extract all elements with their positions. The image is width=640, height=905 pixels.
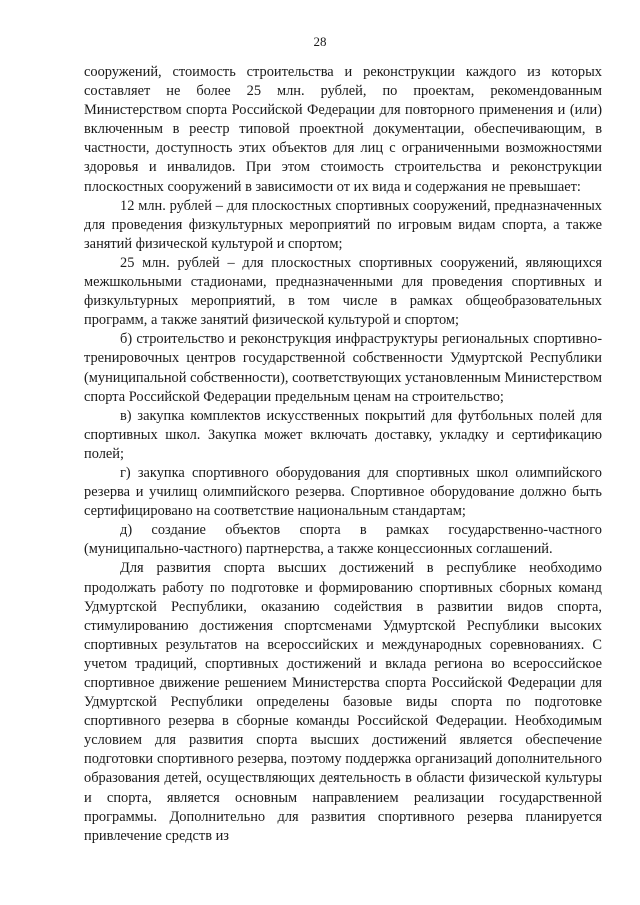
- paragraph-item-d: д) создание объектов спорта в рамках государственно-частного (муниципально-частного) партнерства, а также концессионных соглашений.: [84, 522, 602, 558]
- paragraph-item-b: б) строительство и реконструкция инфраструктуры региональных спортивно-тренировочных центров государственной собственности Удмуртской Республики (муниципальной собственности), соответствующих установленным Министерством спорта Российской Федерации предельным ценам на строительство;: [84, 331, 602, 405]
- page-number: 28: [313, 34, 327, 49]
- paragraph-item-g: г) закупка спортивного оборудования для спортивных школ олимпийского резерва и училищ олимпийского резерва. Спортивное оборудование должно быть сертифицировано на соответствие национальным стандартам;: [84, 464, 602, 520]
- document-body: [84, 63, 602, 846]
- paragraph-item-v: в) закупка комплектов искусственных покрытий для футбольных полей для спортивных школ. Закупка может включать доставку, укладку и сертификацию полей;: [84, 407, 602, 462]
- paragraph-high-performance-sport: Для развития спорта высших достижений в республике необходимо продолжать работу по подготовке и формированию спортивных сборных команд Удмуртской Республики, оказанию содействия в развитии видов спорта, стимулированию достижения спортсменами Удмуртской Республики высоких спортивных результатов на всероссийских и международных соревнованиях. С учетом традиций, спортивных достижений и вклада региона во всероссийское спортивное движение решением Министерства спорта Российской Федерации для Удмуртской Республики определены базовые виды спорта по подготовке спортивного резерва в сборные команды Российской Федерации. Необходимым условием для развития спорта высших достижений является обеспечение подготовки спортивного резерва, поэтому поддержка организаций дополнительного образования детей, осуществляющих деятельность в области физической культуры и спорта, является основным направлением реализации государственной программы. Дополнительно для развития спортивного резерва планируется привлечение средств из: [84, 560, 602, 844]
- paragraph-intro-continuation: сооружений, стоимость строительства и реконструкции каждого из которых составляет не более 25 млн. рублей, по проектам, рекомендованным Министерством спорта Российской Федерации для повторного применения и (или) включенным в реестр типовой проектной документации, обеспечивающим, в частности, доступность этих объектов для лиц с ограниченными возможностями здоровья и инвалидов. При этом стоимость строительства и реконструкции плоскостных сооружений в зависимости от их вида и содержания не превышает:: [84, 64, 602, 195]
- paragraph-25-million: 25 млн. рублей – для плоскостных спортивных сооружений, являющихся межшкольными стадионами, предназначенными для проведения спортивных и физкультурных мероприятий, в том числе в рамках общеобразовательных программ, а также занятий физической культурой и спортом;: [84, 254, 602, 329]
- paragraph-12-million: 12 млн. рублей – для плоскостных спортивных сооружений, предназначенных для проведения физкультурных мероприятий по игровым видам спорта, а также занятий физической культурой и спортом;: [84, 197, 602, 252]
